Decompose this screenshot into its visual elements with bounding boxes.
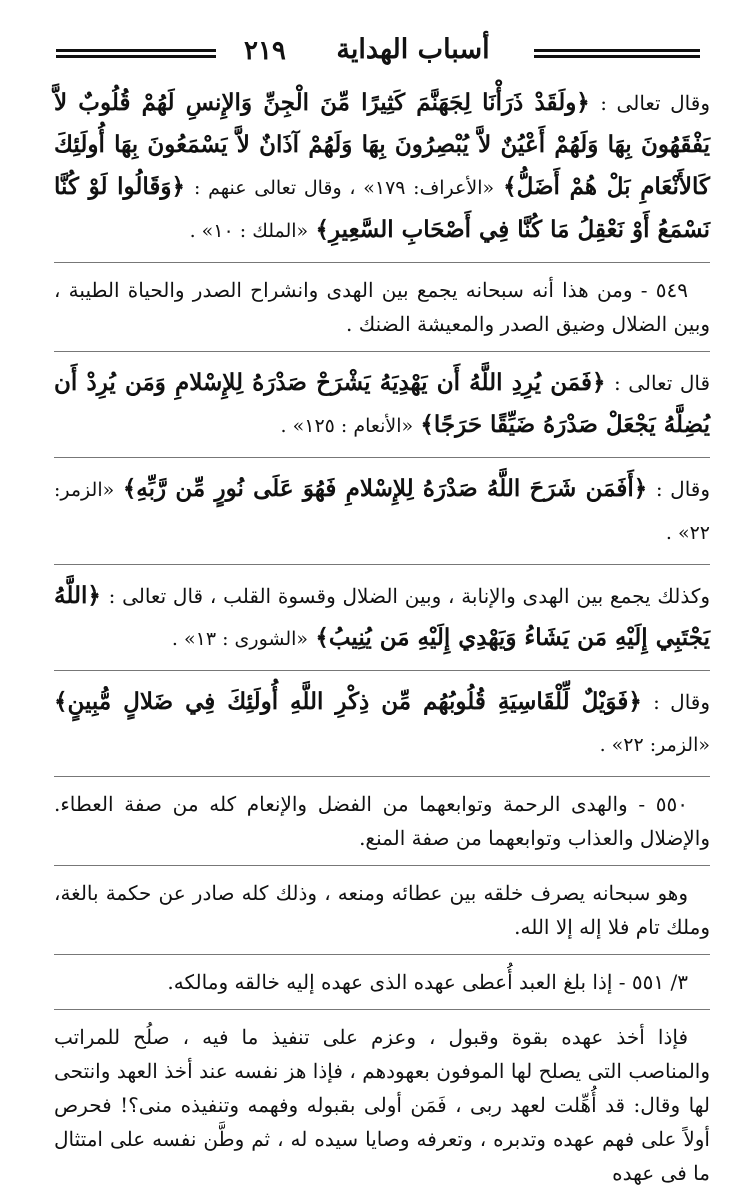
block6-verse: ﴿فَوَيْلٌ لِّلْقَاسِيَةِ قُلُوبُهُم مِّن ذِكْرِ اللَّهِ أُولَئِكَ فِي ضَلالٍ مُّبِينٍ﴾ [54,688,642,715]
block3-ref: «الأنعام : ١٢٥» . [280,415,414,437]
paragraph-550: ٥٥٠ - والهدى الرحمة وتوابعهما من الفضل والإنعام كله من صفة العطاء. والإضلال والعذاب وتوابعهما من صفة المنع. [54,792,710,850]
block1-intro: وقال تعالى : [600,91,710,115]
block5-text: وكذلك يجمع بين الهدى والإنابة ، وبين الضلال وقسوة القلب ، قال تعالى : [108,584,711,608]
divider [54,776,710,777]
paragraph-551: ٣/ ٥٥١ - إذا بلغ العبد أُعطى عهده الذى عهده إليه خالقه ومالكه. [167,970,688,994]
block1-ref2: «الملك : ١٠» . [189,220,309,242]
paragraph-549: ٥٤٩ - ومن هذا أنه سبحانه يجمع بين الهدى وانشراح الصدر والحياة الطيبة ، وبين الضلال وضيق الصدر والمعيشة الضنك . [54,278,710,336]
block4-ref: «الزمر: ٢٢» . [54,479,710,544]
block5-ref: «الشورى : ١٣» . [171,628,309,650]
block1-verse1: ﴿ولَقَدْ ذَرَأْنَا لِجَهَنَّمَ كَثِيرًا مِّنَ الْجِنِّ وَالإِنسِ لَهُمْ قُلُوبٌ لاَّ يَفْقَهُونَ بِهَا وَلَهُمْ أَعْيُنٌ لاَّ يُبْصِرُونَ بِهَا وَلَهُمْ آذَانٌ لاَّ يَسْمَعُونَ بِهَا أُولَئِكَ كَالأَنْعَامِ بَلْ هُمْ أَضَلُّ﴾ [54,89,711,200]
running-title: أسباب الهداية [336,34,490,65]
paragraph-block5 [54,575,710,660]
divider [54,457,710,458]
divider [54,1009,710,1010]
divider [54,670,710,671]
paragraph-block1 [54,82,710,252]
divider [54,865,710,866]
paragraph-block10: فإذا أخذ عهده بقوة وقبول ، وعزم على تنفيذ ما فيه ، صلُح للمراتب والمناصب التى يصلح لها الموفون بعهودهم ، فإذا هز نفسه عند أخذ العهد وانتحى لها وقال: قد أُهِّلت لعهد ربى ، فَمَن أولى بقبوله وفهمه وتنفيذه منى؟! فحرص أولاً على فهم عهده وتدبره ، وتعرفه وصايا سيده له ، ثم وطَّن نفسه على امتثال ما فى عهده [54,1025,710,1185]
block3-intro: قال تعالى : [613,371,711,395]
paragraph-block3 [54,362,710,447]
paragraph-block8: وهو سبحانه يصرف خلقه بين عطائه ومنعه ، وذلك كله صادر عن حكمة بالغة، وملك تام فلا إله إلا الله. [54,881,710,939]
block3-verse: ﴿فَمَن يُرِدِ اللَّهُ أَن يَهْدِيَهُ يَشْرَحْ صَدْرَهُ لِلإِسْلامِ وَمَن يُرِدْ أَن يُضِلَّهُ يَجْعَلْ صَدْرَهُ ضَيِّقًا حَرَجًا﴾ [54,369,710,438]
paragraph-block4 [54,468,710,554]
block5-verse: ﴿اللَّهُ يَجْتَبِي إِلَيْهِ مَن يَشَاءُ وَيَهْدِي إِلَيْهِ مَن يُنِيبُ﴾ [54,582,710,651]
divider [54,954,710,955]
header-rule-left [56,49,216,58]
block6-ref: «الزمر: ٢٢» . [599,734,710,756]
page-number: ٢١٩ [244,36,286,66]
block4-verse: ﴿أَفَمَن شَرَحَ اللَّهُ صَدْرَهُ لِلإِسْلامِ فَهُوَ عَلَى نُورٍ مِّن رَّبِّهِ﴾ [122,475,648,502]
paragraph-block6 [54,681,710,766]
divider [54,351,710,352]
divider [54,564,710,565]
divider [54,262,710,263]
block4-intro: وقال : [655,477,711,501]
block1-verse2: ﴿وَقَالُوا لَوْ كُنَّا نَسْمَعُ أَوْ نَعْقِلُ مَا كُنَّا فِي أَصْحَابِ السَّعِيرِ﴾ [54,173,710,243]
header-rule-right [534,49,700,58]
page-header [56,36,700,76]
page-body [54,82,710,1190]
block6-intro: وقال : [653,690,711,714]
block1-ref1: «الأعراف: ١٧٩» ، وقال تعالى عنهم : [193,177,495,199]
